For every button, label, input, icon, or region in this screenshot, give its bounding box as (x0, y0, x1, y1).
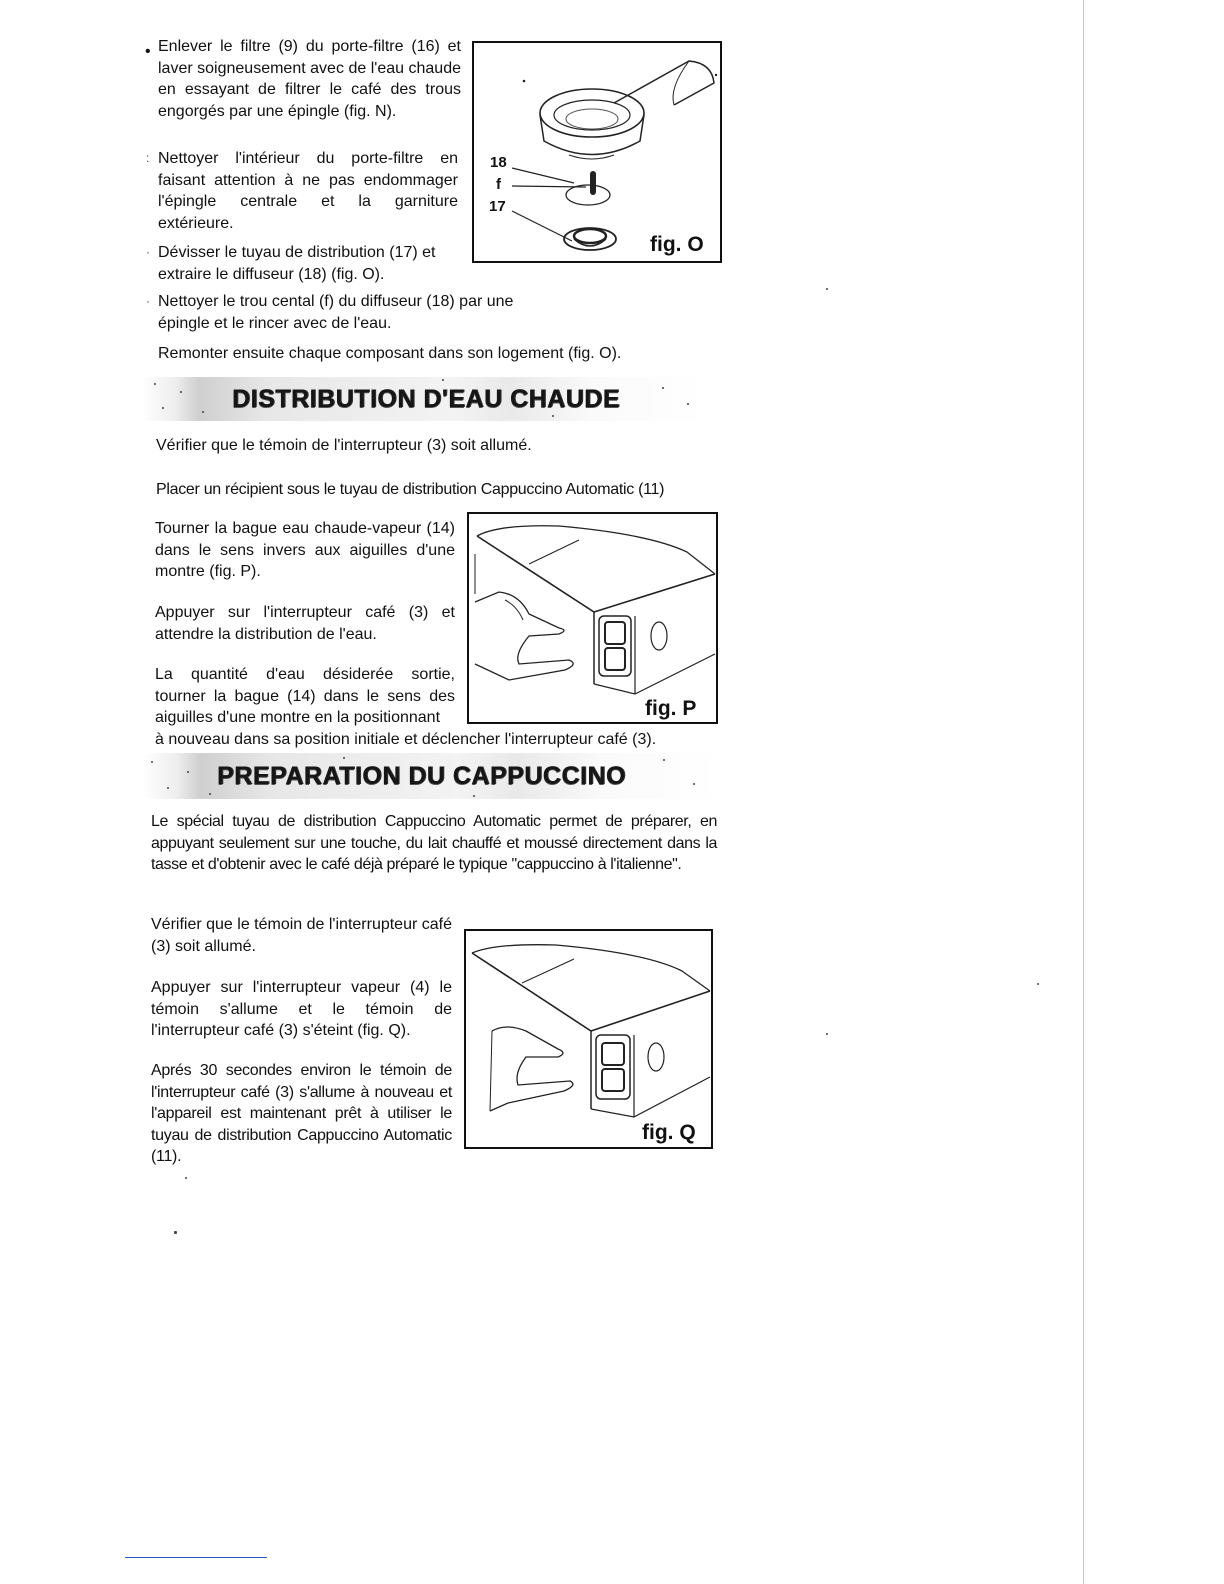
footer-rule (125, 1557, 267, 1558)
scan-speck (826, 288, 828, 290)
page-edge-line (1083, 0, 1084, 1584)
filter-holder-illustration (474, 43, 720, 261)
machine-switch-illustration (469, 514, 716, 722)
hot-water-paragraph-1: Vérifier que le témoin de l'interrupteur (3) soit allumé. (156, 437, 532, 454)
hot-water-paragraph-4: Appuyer sur l'interrupteur café (3) et attendre la distribution de l'eau. (155, 604, 455, 643)
cleaning-paragraph-3: Dévisser le tuyau de distribution (17) et extraire le diffuseur (18) (fig. O). (158, 244, 436, 283)
bullet-marker: • (145, 43, 151, 60)
figure-o (472, 41, 722, 263)
cleaning-paragraph-5: Remonter ensuite chaque composant dans son logement (fig. O). (158, 345, 622, 362)
scan-speck (185, 1177, 187, 1179)
scan-speck (1037, 983, 1039, 985)
machine-switch-illustration (466, 931, 711, 1147)
cappuccino-paragraph-3: Aprés 30 secondes environ le témoin de l'interrupteur café (3) s'allume à nouveau et l'appareil est maintenant prêt à utiliser le tuyau de distribution Cappuccino Automatic (11). (151, 1062, 452, 1165)
hot-water-paragraph-2: Placer un récipient sous le tuyau de distribution Cappuccino Automatic (11) (156, 481, 665, 498)
cappuccino-paragraph-1: Vérifier que le témoin de l'interrupteur café (3) soit allumé. (151, 916, 452, 955)
figure-q (464, 929, 713, 1149)
scan-speck (174, 1231, 177, 1234)
callout-17: 17 (489, 198, 506, 215)
bullet-marker: · (146, 294, 150, 308)
figure-q-label: fig. Q (642, 1121, 696, 1144)
figure-o-label: fig. O (650, 233, 704, 256)
scan-speck (826, 1033, 828, 1035)
figure-p-label: fig. P (645, 697, 697, 720)
callout-f: f (496, 176, 501, 193)
bullet-marker: : (146, 151, 150, 165)
cappuccino-paragraph-2: Appuyer sur l'interrupteur vapeur (4) le témoin s'allume et le témoin de l'interrupteur café (3) s'éteint (fig. Q). (151, 979, 452, 1039)
callout-18: 18 (490, 154, 507, 171)
hot-water-paragraph-5b: à nouveau dans sa position initiale et déclencher l'interrupteur café (3). (155, 731, 657, 748)
cappuccino-heading-band (143, 753, 718, 799)
cappuccino-intro: Le spécial tuyau de distribution Cappuccino Automatic permet de préparer, en appuyant seulement sur une touche, du lait chauffé et moussé directement dans la tasse et d'obtenir avec le café déjà préparé le typique "cappuccino à l'italienne". (151, 813, 717, 873)
hot-water-heading-band (142, 377, 707, 421)
bullet-marker: · (146, 245, 150, 259)
hot-water-paragraph-5a: La quantité d'eau désiderée sortie, tourner la bague (14) dans le sens des aiguilles d'une montre en la positionnant (155, 666, 455, 726)
cleaning-paragraph-2: Nettoyer l'intérieur du porte-filtre en faisant attention à ne pas endommager l'épingle centrale et la garniture extérieure. (158, 150, 458, 232)
cleaning-paragraph-4: Nettoyer le trou cental (f) du diffuseur (18) par une épingle et le rincer avec de l'eau. (158, 293, 514, 332)
cleaning-paragraph-1: Enlever le filtre (9) du porte-filtre (16) et laver soigneusement avec de l'eau chaude en essayant de filtrer le café des trous engorgés par une épingle (fig. N). (158, 38, 461, 120)
cappuccino-heading: PREPARATION DU CAPPUCCINO (217, 762, 626, 790)
figure-p (467, 512, 718, 724)
hot-water-heading: DISTRIBUTION D'EAU CHAUDE (232, 385, 620, 413)
hot-water-paragraph-3: Tourner la bague eau chaude-vapeur (14) dans le sens invers aux aiguilles d'une montre (fig. P). (155, 520, 455, 580)
